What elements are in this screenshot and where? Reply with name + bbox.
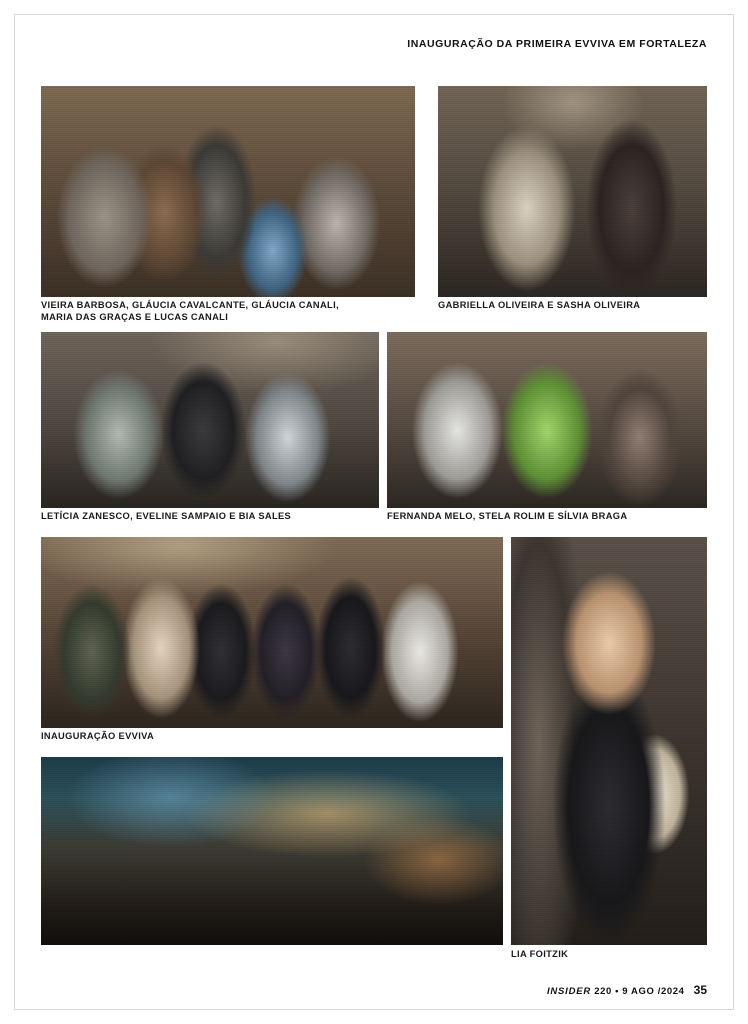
caption-line: VIEIRA BARBOSA, GLÁUCIA CAVALCANTE, GLÁUCIA CANALI, xyxy=(41,300,339,310)
photo-fachada xyxy=(41,757,503,945)
photo-group-barbosa xyxy=(41,86,415,297)
caption-group-barbosa xyxy=(41,300,415,323)
caption-line: LIA FOITZIK xyxy=(511,949,569,959)
caption-line: GABRIELLA OLIVEIRA E SASHA OLIVEIRA xyxy=(438,300,641,310)
footer-meta: 220 • 9 AGO /2024 xyxy=(594,986,685,997)
photo-grain xyxy=(438,86,707,297)
section-header: INAUGURAÇÃO DA PRIMEIRA EVVIVA EM FORTALEZA xyxy=(407,38,707,50)
photo-inauguracao-evviva xyxy=(41,537,503,728)
caption-line: INAUGURAÇÃO EVVIVA xyxy=(41,731,155,741)
caption-trio-melo xyxy=(387,511,707,523)
photo-grain xyxy=(41,537,503,728)
photo-grain xyxy=(41,757,503,945)
photo-duo-oliveira xyxy=(438,86,707,297)
page-footer xyxy=(547,983,707,997)
photo-grain xyxy=(387,332,707,508)
photo-grain xyxy=(41,332,379,508)
caption-lia-foitzik xyxy=(511,949,707,961)
caption-inauguracao-evviva xyxy=(41,731,503,743)
caption-duo-oliveira xyxy=(438,300,707,312)
photo-trio-melo xyxy=(387,332,707,508)
photo-trio-zanesco xyxy=(41,332,379,508)
footer-brand: INSIDER xyxy=(546,986,592,997)
photo-grain xyxy=(41,86,415,297)
photo-lia-foitzik xyxy=(511,537,707,945)
caption-line: MARIA DAS GRAÇAS E LUCAS CANALI xyxy=(41,311,229,322)
caption-line: LETÍCIA ZANESCO, EVELINE SAMPAIO E BIA SALES xyxy=(41,511,292,521)
page-number: 35 xyxy=(693,983,707,997)
caption-line: FERNANDA MELO, STELA ROLIM E SÍLVIA BRAGA xyxy=(387,511,628,521)
caption-trio-zanesco xyxy=(41,511,379,523)
photo-grain xyxy=(511,537,707,945)
